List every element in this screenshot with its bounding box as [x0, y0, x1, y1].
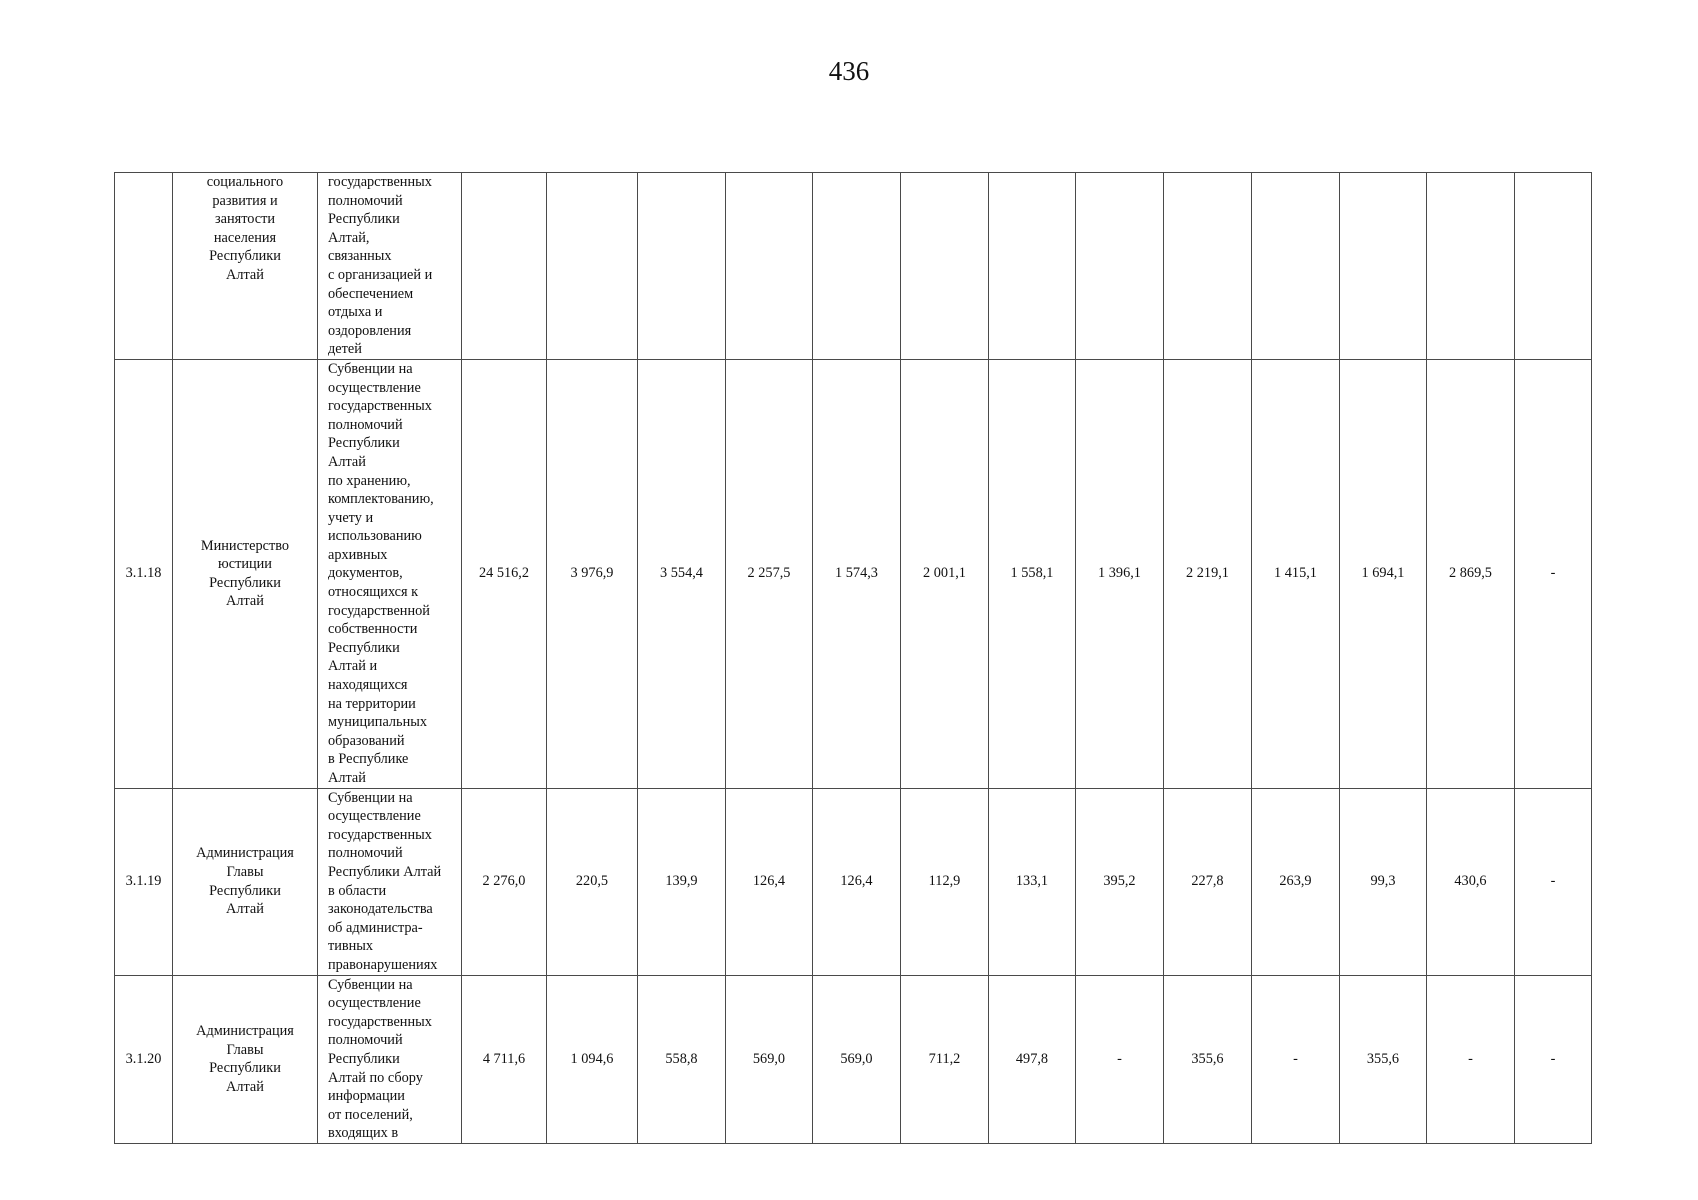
amount-cell: 227,8 [1164, 788, 1252, 975]
amount-cell: 139,9 [638, 788, 726, 975]
table-row [115, 359, 1592, 788]
amount-cell: 2 219,1 [1164, 359, 1252, 788]
amount-cell [726, 173, 813, 360]
amount-cell: 1 094,6 [547, 975, 638, 1143]
amount-cell: 711,2 [901, 975, 989, 1143]
table-row [115, 975, 1592, 1143]
amount-cell: 2 257,5 [726, 359, 813, 788]
amount-cell: 220,5 [547, 788, 638, 975]
amount-cell: 569,0 [813, 975, 901, 1143]
amount-cell: 1 694,1 [1340, 359, 1427, 788]
row-number: 3.1.19 [115, 788, 173, 975]
amount-cell: - [1515, 788, 1592, 975]
table-row [115, 788, 1592, 975]
amount-cell: - [1076, 975, 1164, 1143]
subvention-description: государственных полномочий Республики Алтай, связанных с организацией и обеспечением отдыха и оздоровления детей [318, 173, 462, 360]
amount-cell: 1 574,3 [813, 359, 901, 788]
responsible-organization: Министерство юстиции Республики Алтай [173, 359, 318, 788]
total-amount-cell [462, 173, 547, 360]
amount-cell: 1 558,1 [989, 359, 1076, 788]
amount-cell [547, 173, 638, 360]
amount-cell: 99,3 [1340, 788, 1427, 975]
budget-table [114, 172, 1592, 1144]
total-amount-cell: 2 276,0 [462, 788, 547, 975]
amount-cell: 2 869,5 [1427, 359, 1515, 788]
row-number: 3.1.20 [115, 975, 173, 1143]
amount-cell: 1 415,1 [1252, 359, 1340, 788]
amount-cell: 3 976,9 [547, 359, 638, 788]
amount-cell [813, 173, 901, 360]
subvention-description: Субвенции на осуществление государственных полномочий Республики Алтай в области законодательства об администра- тивных правонарушениях [318, 788, 462, 975]
amount-cell: 355,6 [1340, 975, 1427, 1143]
amount-cell: 569,0 [726, 975, 813, 1143]
amount-cell: 133,1 [989, 788, 1076, 975]
amount-cell: - [1515, 359, 1592, 788]
total-amount-cell: 24 516,2 [462, 359, 547, 788]
amount-cell [901, 173, 989, 360]
responsible-organization: Администрация Главы Республики Алтай [173, 975, 318, 1143]
amount-cell [989, 173, 1076, 360]
amount-cell: - [1515, 975, 1592, 1143]
row-number: 3.1.18 [115, 359, 173, 788]
amount-cell [1252, 173, 1340, 360]
responsible-organization: социального развития и занятости населения Республики Алтай [173, 173, 318, 360]
row-number [115, 173, 173, 360]
amount-cell [1340, 173, 1427, 360]
amount-cell: 497,8 [989, 975, 1076, 1143]
amount-cell: 2 001,1 [901, 359, 989, 788]
amount-cell [1076, 173, 1164, 360]
amount-cell [638, 173, 726, 360]
amount-cell: 263,9 [1252, 788, 1340, 975]
amount-cell: 112,9 [901, 788, 989, 975]
page-number: 436 [828, 56, 870, 86]
subvention-description: Субвенции на осуществление государственных полномочий Республики Алтай по хранению, комплектованию, учету и использованию архивных документов, относящихся к государственной собственности Республики Алтай и находящихся на территории муниципальных образований в Республике Алтай [318, 359, 462, 788]
amount-cell: - [1427, 975, 1515, 1143]
amount-cell: 395,2 [1076, 788, 1164, 975]
amount-cell: 126,4 [813, 788, 901, 975]
total-amount-cell: 4 711,6 [462, 975, 547, 1143]
amount-cell: 355,6 [1164, 975, 1252, 1143]
table-row [115, 173, 1592, 360]
amount-cell [1427, 173, 1515, 360]
amount-cell: 126,4 [726, 788, 813, 975]
responsible-organization: Администрация Главы Республики Алтай [173, 788, 318, 975]
subvention-description: Субвенции на осуществление государственных полномочий Республики Алтай по сбору информации от поселений, входящих в [318, 975, 462, 1143]
amount-cell: 3 554,4 [638, 359, 726, 788]
amount-cell: 1 396,1 [1076, 359, 1164, 788]
amount-cell: 430,6 [1427, 788, 1515, 975]
amount-cell: 558,8 [638, 975, 726, 1143]
amount-cell [1164, 173, 1252, 360]
amount-cell: - [1252, 975, 1340, 1143]
amount-cell [1515, 173, 1592, 360]
